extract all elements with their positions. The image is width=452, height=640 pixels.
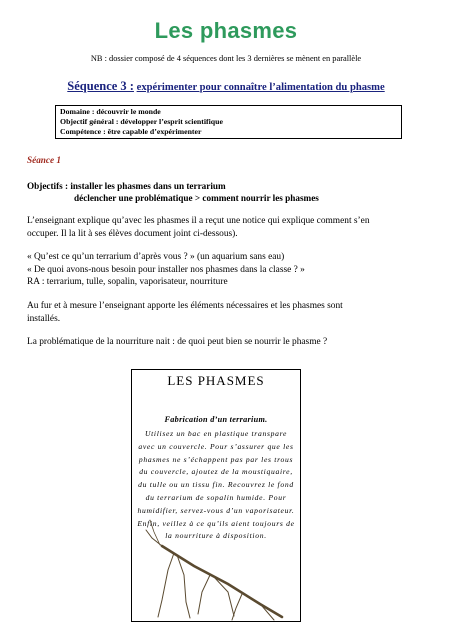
document-line: Utilisez un bac en plastique transpare [144,429,288,438]
document-line: Enfin, veillez à ce qu’ils aient toujours de [137,518,295,528]
paragraph-line: « De quoi avons-nous besoin pour installer nos phasmes dans la classe ? » [27,264,305,275]
objectifs-line-2: déclencher une problématique > comment nourrir les phasmes [74,193,319,203]
paragraph-questions [27,251,432,289]
document-subtitle: Fabrication d’un terrarium. [164,415,268,424]
paragraph-line: Au fur et à mesure l’enseignant apporte les éléments nécessaires et les phasmes sont [27,301,343,311]
paragraph-line: La problématique de la nourriture nait : de quoi peut bien se nourrir le phasme ? [27,337,328,347]
sequence-heading [0,79,452,94]
document-line: du terrarium de sopalin humide. Pour [145,492,287,502]
embedded-document [131,369,301,622]
paragraph-line: RA : terrarium, tulle, sopalin, vaporisateur, nourriture [27,277,228,288]
document-line: phasmes ne s’échappent pas par les trous [138,454,294,464]
document-line: la nourriture à disposition. [165,531,267,541]
paragraph-line: installés. [27,313,61,324]
document-line: du couvercle, ajoutez de la moustiquaire, [139,467,293,477]
sequence-text: expérimenter pour connaître l’alimentation du phasme [136,82,385,93]
sequence-label: Séquence 3 : [67,79,134,93]
header-note: NB : dossier composé de 4 séquences dont les 3 dernières se mènent en parallèle [90,54,362,63]
objectifs-line-1: Objectifs : installer les phasmes dans un terrarium [27,181,226,191]
paragraph-line: occuper. Il la lit à ses élèves document joint ci-dessous). [27,228,238,239]
paragraph-installation [27,300,432,325]
document-line: humidifier, servez-vous d’un vaporisateur. [137,505,295,515]
document-line: avec un couvercle. Pour s’assurer que les [138,441,294,451]
document-text [135,428,297,543]
page-title: Les phasmes [154,18,298,43]
info-objectif: Objectif général : développer l’esprit scientifique [60,117,223,127]
info-domaine: Domaine : découvrir le monde [60,107,161,116]
info-competence: Compétence : être capable d’expérimenter [60,127,202,137]
document-line: du tulle ou un tissu fin. Recouvrez le fond [138,480,294,490]
document-title: LES PHASMES [167,373,265,388]
paragraph-line: « Qu’est ce qu’un terrarium d’après vous ? » (un aquarium sans eau) [27,252,285,262]
paragraph-problematique [27,336,432,349]
paragraph-line: L’enseignant explique qu’avec les phasmes il a reçut une notice qui explique comment s’en [27,216,370,226]
info-box [55,105,402,139]
paragraph-intro [27,215,432,240]
seance-title: Séance 1 [27,155,61,165]
